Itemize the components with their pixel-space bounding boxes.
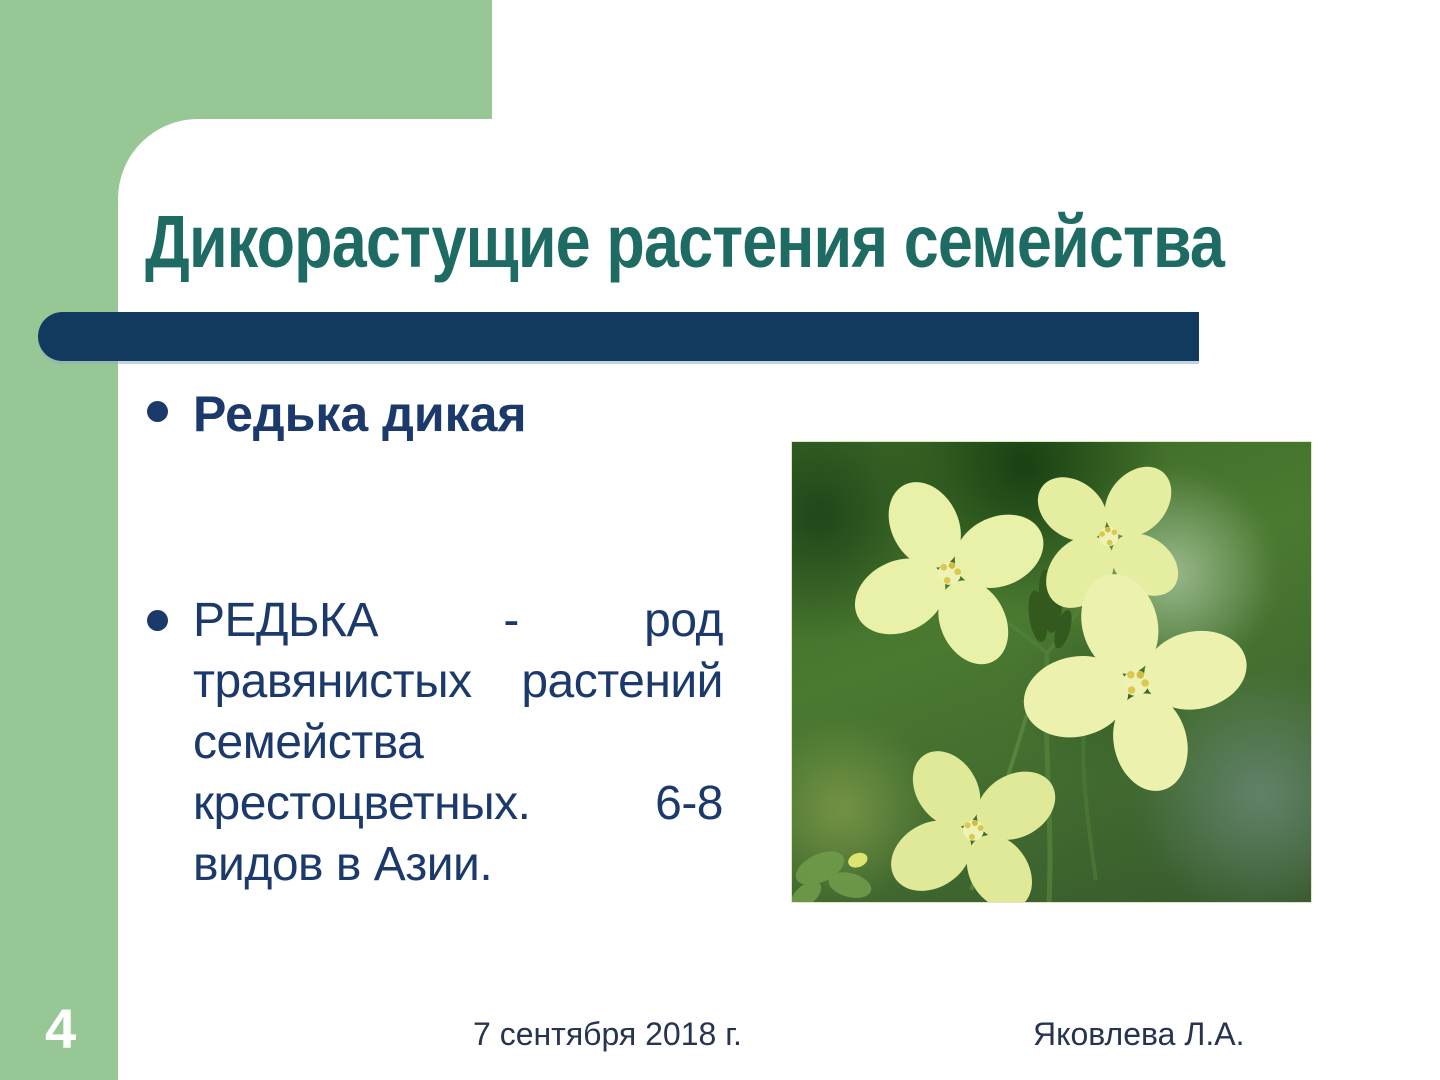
page-title: Дикорастущие растения семейства <box>145 200 1225 283</box>
wild-radish-photo <box>791 441 1312 903</box>
definition-line: крестоцветных. 6-8 <box>193 777 723 830</box>
definition-line: видов в Азии. <box>193 838 493 891</box>
bullet-item-definition <box>193 590 723 895</box>
definition-line: РЕДЬКА - род <box>193 594 723 647</box>
bullet-item-plant-name: Редька дикая <box>193 386 527 442</box>
bullet-dot-icon <box>147 401 168 422</box>
top-right-white-shape <box>492 0 1440 119</box>
page-number: 4 <box>45 997 77 1060</box>
footer-date: 7 сентября 2018 г. <box>473 1016 742 1052</box>
footer-author: Яковлева Л.А. <box>1033 1016 1245 1052</box>
definition-line: семейства <box>193 716 424 769</box>
definition-line: травянистых растений <box>193 655 723 708</box>
bullet-dot-icon <box>147 610 168 631</box>
flowers-illustration <box>792 442 1311 902</box>
title-underline-bar <box>38 312 1199 361</box>
